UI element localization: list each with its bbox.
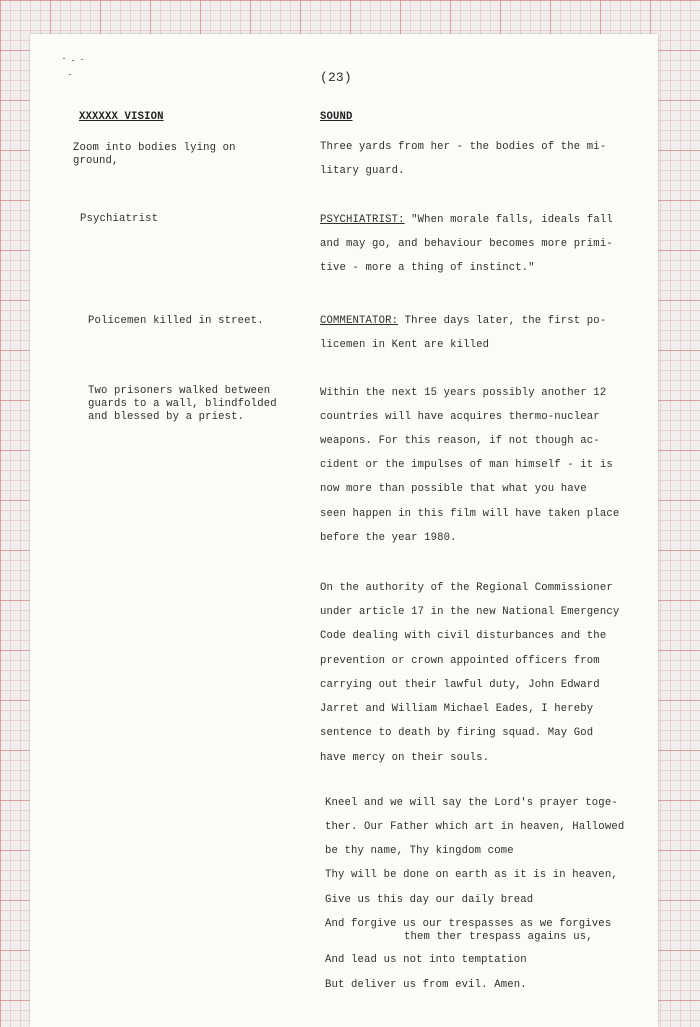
sound-line xyxy=(320,214,613,226)
sound-line: Give us this day our daily bread xyxy=(325,894,534,906)
sound-line: Thy will be done on earth as it is in heaven, xyxy=(325,869,618,881)
vision-line: Policemen killed in street. xyxy=(88,315,264,327)
sound-line: countries will have acquires thermo-nuclear xyxy=(320,411,600,423)
sound-text: Three days later, the first po- xyxy=(398,315,607,327)
sound-line: before the year 1980. xyxy=(320,532,457,544)
sound-line: have mercy on their souls. xyxy=(320,752,490,764)
sound-line: Three yards from her - the bodies of the mi- xyxy=(320,141,607,153)
sound-line: weapons. For this reason, if not though ac- xyxy=(320,435,600,447)
sound-line: On the authority of the Regional Commissioner xyxy=(320,582,613,594)
vision-line: guards to a wall, blindfolded xyxy=(88,398,277,410)
sound-line: licemen in Kent are killed xyxy=(320,339,490,351)
speaker-name: COMMENTATOR: xyxy=(320,315,399,327)
vision-line: and blessed by a priest. xyxy=(88,411,245,423)
sound-line: And lead us not into temptation xyxy=(325,954,527,966)
sound-line: tive - more a thing of instinct." xyxy=(320,262,535,274)
sound-line: sentence to death by firing squad. May God xyxy=(320,727,594,739)
typescript-page xyxy=(30,34,658,1027)
sound-line: carrying out their lawful duty, John Edward xyxy=(320,679,600,691)
sound-text: "When morale falls, ideals fall xyxy=(404,214,613,226)
vision-line: ground, xyxy=(73,155,119,167)
sound-line: Within the next 15 years possibly another 12 xyxy=(320,387,607,399)
sound-line: Kneel and we will say the Lord's prayer toge- xyxy=(325,797,618,809)
sound-column-header: SOUND xyxy=(320,111,353,123)
vision-column-header: XXXXXX VISION xyxy=(79,111,164,123)
paper-speck xyxy=(81,59,83,60)
sound-line: and may go, and behaviour becomes more primi- xyxy=(320,238,613,250)
sound-line: prevention or crown appointed officers from xyxy=(320,655,600,667)
paper-speck xyxy=(72,60,74,61)
vision-line: Two prisoners walked between xyxy=(88,385,271,397)
sound-line: cident or the impulses of man himself - it is xyxy=(320,459,613,471)
page-number: (23) xyxy=(320,70,352,85)
sound-line: be thy name, Thy kingdom come xyxy=(325,845,514,857)
sound-line: seen happen in this film will have taken place xyxy=(320,508,620,520)
sound-line: litary guard. xyxy=(320,165,405,177)
sound-line: now more than possible that what you have xyxy=(320,483,587,495)
paper-speck xyxy=(63,58,65,59)
sound-line xyxy=(320,315,606,327)
vision-line: Psychiatrist xyxy=(80,213,159,225)
speaker-name: PSYCHIATRIST: xyxy=(320,214,405,226)
sound-line: under article 17 in the new National Emergency xyxy=(320,606,620,618)
sound-line: them ther trespass agains us, xyxy=(404,931,593,943)
sound-line: Code dealing with civil disturbances and the xyxy=(320,630,607,642)
sound-line: But deliver us from evil. Amen. xyxy=(325,979,527,991)
paper-speck xyxy=(69,74,71,75)
sound-line: ther. Our Father which art in heaven, Hallowed xyxy=(325,821,625,833)
vision-line: Zoom into bodies lying on xyxy=(73,142,236,154)
sound-line: And forgive us our trespasses as we forgives xyxy=(325,918,612,930)
sound-line: Jarret and William Michael Eades, I hereby xyxy=(320,703,594,715)
